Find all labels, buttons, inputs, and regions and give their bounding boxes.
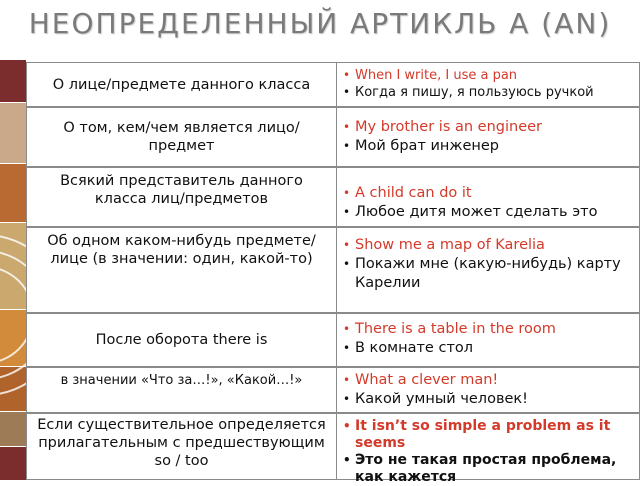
example-russian: • Покажи мне (какую-нибудь) карту Карелии xyxy=(343,256,621,291)
example-russian: • Какой умный человек! xyxy=(343,391,528,407)
decorative-stripes xyxy=(0,60,26,480)
stripe xyxy=(0,310,26,366)
stripe xyxy=(0,367,26,411)
table-row xyxy=(26,107,640,167)
rule-text: О лице/предмете данного класса xyxy=(52,76,311,93)
slide-title: НЕОПРЕДЕЛЕННЫЙ АРТИКЛЬ A (AN) xyxy=(28,7,612,40)
rule-cell xyxy=(26,62,337,107)
table-row xyxy=(26,313,640,367)
stripe xyxy=(0,223,26,309)
stripe xyxy=(0,60,26,102)
example-cell xyxy=(337,413,640,485)
rule-cell xyxy=(26,367,337,413)
example-english: • What a clever man! xyxy=(343,372,499,388)
rule-cell xyxy=(26,107,337,167)
article-usage-table xyxy=(26,62,640,485)
rule-cell xyxy=(26,167,337,227)
rule-cell xyxy=(26,413,337,480)
rule-cell xyxy=(26,227,337,313)
stripe xyxy=(0,447,26,480)
stripe xyxy=(0,103,26,163)
example-cell xyxy=(337,313,640,367)
example-english: • Show me a map of Karelia xyxy=(343,237,545,253)
rule-text: Об одном каком-нибудь предмете/лице (в значении: один, какой-то) xyxy=(47,233,316,267)
example-russian: • Любое дитя может сделать это xyxy=(343,204,598,220)
example-russian: • Когда я пишу, я пользуюсь ручкой xyxy=(343,85,594,100)
example-cell xyxy=(337,167,640,227)
example-cell xyxy=(337,367,640,413)
example-cell xyxy=(337,62,640,107)
rule-text: Всякий представитель данного класса лиц/предметов xyxy=(60,173,303,207)
table-row xyxy=(26,367,640,413)
example-russian: • В комнате стол xyxy=(343,340,474,356)
stripe xyxy=(0,412,26,446)
table-row xyxy=(26,167,640,227)
example-english: • My brother is an engineer xyxy=(343,119,542,135)
stripe xyxy=(0,164,26,222)
example-cell xyxy=(337,227,640,313)
example-english: • It isn’t so simple a problem as it seems xyxy=(343,418,611,451)
example-cell xyxy=(337,107,640,167)
example-russian: • Мой брат инженер xyxy=(343,138,499,154)
table-row xyxy=(26,413,640,485)
example-russian: • Это не такая простая проблема, как кажется xyxy=(343,452,617,485)
rule-cell xyxy=(26,313,337,367)
table-row xyxy=(26,62,640,107)
rule-text: После оборота there is xyxy=(95,332,268,348)
rule-text: в значении «Что за…!», «Какой…!» xyxy=(60,373,303,388)
example-english: • A child can do it xyxy=(343,185,472,201)
rule-text: О том, кем/чем является лицо/предмет xyxy=(63,120,300,154)
example-english: • There is a table in the room xyxy=(343,321,556,337)
table-row xyxy=(26,227,640,313)
example-english: • When I write, I use a pan xyxy=(343,68,518,83)
rule-text: Если существительное определяется прилагательным с предшествующим so / too xyxy=(37,417,326,469)
